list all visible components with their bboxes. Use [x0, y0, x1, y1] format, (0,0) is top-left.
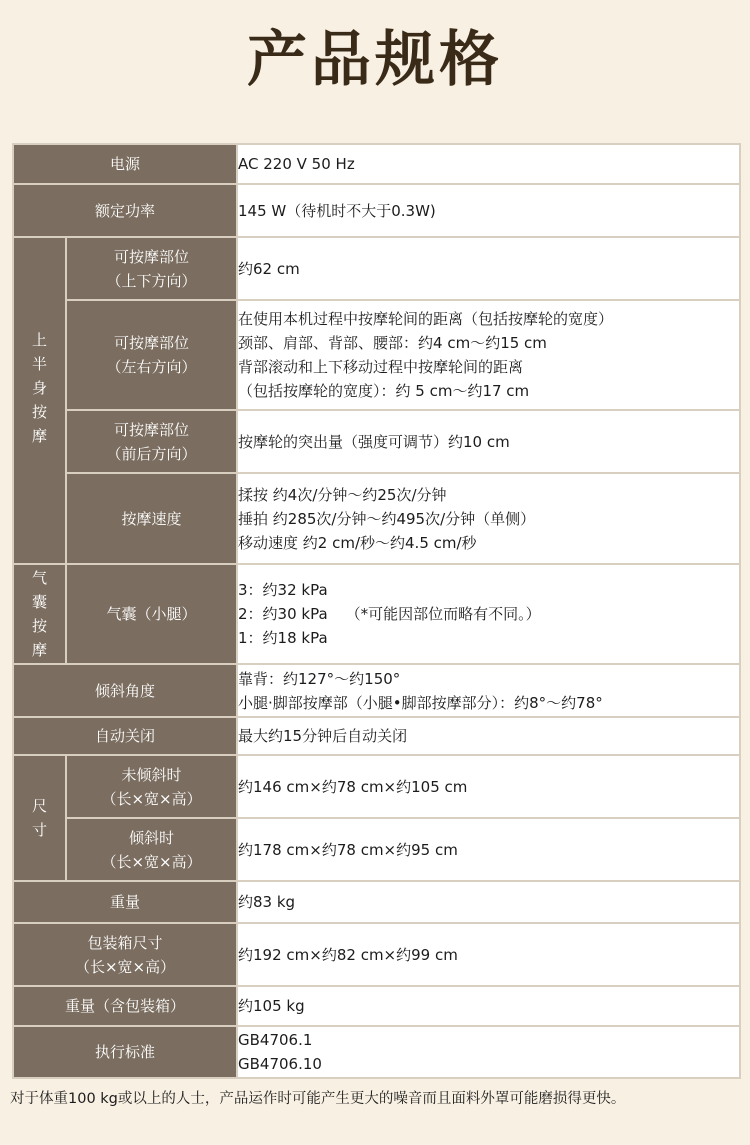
massage-speed-label [66, 473, 237, 564]
tilt-angle-label: 倾斜角度 [13, 664, 237, 717]
label-line: （左右方向） [106, 358, 197, 376]
row-gross-weight [13, 986, 740, 1026]
airbag-label: 气囊（小腿） [66, 564, 237, 664]
value-line: 揉按 约4次/分钟～约25次/分钟 [238, 485, 447, 504]
dim-untilted-value: 约146 cm×约78 cm×约105 cm [237, 755, 740, 818]
value-line: GB4706.1 [238, 1031, 313, 1049]
group-char: 身 [31, 379, 47, 397]
dimensions-group-label [13, 755, 66, 881]
group-char: 尺 [31, 797, 47, 815]
label-line: （长×宽×高） [101, 789, 202, 808]
auto-off-label: 自动关闭 [13, 717, 237, 755]
weight-label: 重量 [13, 881, 237, 923]
spec-table [12, 143, 741, 1079]
upper-depth-value [237, 410, 740, 473]
value-line: 靠背：约127°～约150° [238, 669, 401, 688]
value-line: 约62 cm [238, 259, 300, 278]
value-line [238, 602, 739, 626]
row-tilt-angle [13, 664, 740, 717]
package-size-label [13, 923, 237, 986]
label-line: （前后方向） [106, 444, 197, 463]
label-line: 可按摩部位 [114, 247, 190, 266]
footnote: 对于体重100 kg或以上的人士，产品运作时可能产生更大的噪音而且面料外罩可能磨损得更快。 [10, 1091, 626, 1107]
row-power-supply [13, 144, 740, 184]
upper-vertical-value [237, 237, 740, 300]
page-title: 产品规格 [247, 25, 503, 95]
value-line [238, 626, 739, 650]
group-char: 囊 [31, 593, 47, 611]
tilt-angle-value [237, 664, 740, 717]
airbag-value [237, 564, 740, 664]
row-auto-off [13, 717, 740, 755]
group-char: 上 [31, 331, 47, 349]
airbag-level-2: 2：约30 kPa [238, 605, 328, 623]
upper-depth-label [66, 410, 237, 473]
airbag-level-3: 3：约32 kPa [238, 581, 328, 599]
dim-untilted-label [66, 755, 237, 818]
power-supply-value: AC 220 V 50 Hz [237, 144, 740, 184]
group-char: 半 [31, 355, 47, 373]
standard-label: 执行标准 [13, 1026, 237, 1078]
row-upper-depth [13, 410, 740, 473]
power-supply-label: 电源 [13, 144, 237, 184]
label-line: 包装箱尺寸 [87, 933, 163, 952]
group-char: 按 [31, 617, 47, 635]
value-line: 颈部、肩部、背部、腰部：约4 cm～约15 cm [238, 334, 547, 352]
rated-power-label: 额定功率 [13, 184, 237, 237]
value-line: 捶拍 约285次/分钟～约495次/分钟（单侧） [238, 509, 536, 528]
weight-value: 约83 kg [237, 881, 740, 923]
rated-power-value: 145 W（待机时不大于0.3W) [237, 184, 740, 237]
row-upper-vertical [13, 237, 740, 300]
group-char: 气 [31, 569, 47, 587]
upper-vertical-label [66, 237, 237, 300]
airbag-level-1: 1：约18 kPa [238, 629, 328, 647]
dim-tilted-label [66, 818, 237, 881]
airbag-group-label [13, 564, 66, 664]
label-line: 未倾斜时 [121, 765, 182, 784]
value-line: 按摩轮的突出量（强度可调节）约10 cm [238, 432, 510, 451]
row-dim-untilted [13, 755, 740, 818]
upper-horizontal-label [66, 300, 237, 410]
massage-speed-value [237, 473, 740, 564]
package-size-value: 约192 cm×约82 cm×约99 cm [237, 923, 740, 986]
standard-value [237, 1026, 740, 1078]
upper-horizontal-value [237, 300, 740, 410]
group-char: 按 [31, 403, 47, 421]
row-package-size [13, 923, 740, 986]
row-standard [13, 1026, 740, 1078]
label-line: （上下方向） [106, 271, 197, 290]
row-rated-power [13, 184, 740, 237]
dim-tilted-value: 约178 cm×约78 cm×约95 cm [237, 818, 740, 881]
group-char: 寸 [31, 821, 47, 839]
gross-weight-label: 重量（含包装箱） [13, 986, 237, 1026]
label-line: （长×宽×高） [74, 957, 176, 976]
value-line: 在使用本机过程中按摩轮间的距离（包括按摩轮的宽度） [238, 310, 614, 328]
value-line: GB4706.10 [238, 1055, 322, 1073]
value-line: （包括按摩轮的宽度）：约 5 cm～约17 cm [238, 382, 530, 400]
value-line [238, 578, 739, 602]
row-dim-tilted [13, 818, 740, 881]
airbag-note: （*可能因部位而略有不同。） [345, 605, 541, 623]
row-airbag [13, 564, 740, 664]
label-line: （长×宽×高） [101, 852, 202, 871]
gross-weight-value: 约105 kg [237, 986, 740, 1026]
row-weight [13, 881, 740, 923]
group-char: 摩 [31, 427, 47, 445]
row-massage-speed [13, 473, 740, 564]
value-line: 背部滚动和上下移动过程中按摩轮间的距离 [238, 358, 524, 376]
row-upper-horizontal [13, 300, 740, 410]
label-line: 可按摩部位 [114, 334, 190, 352]
auto-off-value: 最大约15分钟后自动关闭 [237, 717, 740, 755]
upper-body-group-label [13, 237, 66, 564]
group-char: 摩 [31, 641, 47, 659]
label-line: 按摩速度 [121, 509, 182, 528]
label-line: 可按摩部位 [114, 420, 190, 439]
value-line: 移动速度 约2 cm/秒～约4.5 cm/秒 [238, 533, 477, 552]
label-line: 倾斜时 [129, 828, 175, 847]
value-line: 小腿·脚部按摩部（小腿•脚部按摩部分）：约8°～约78° [238, 693, 603, 712]
